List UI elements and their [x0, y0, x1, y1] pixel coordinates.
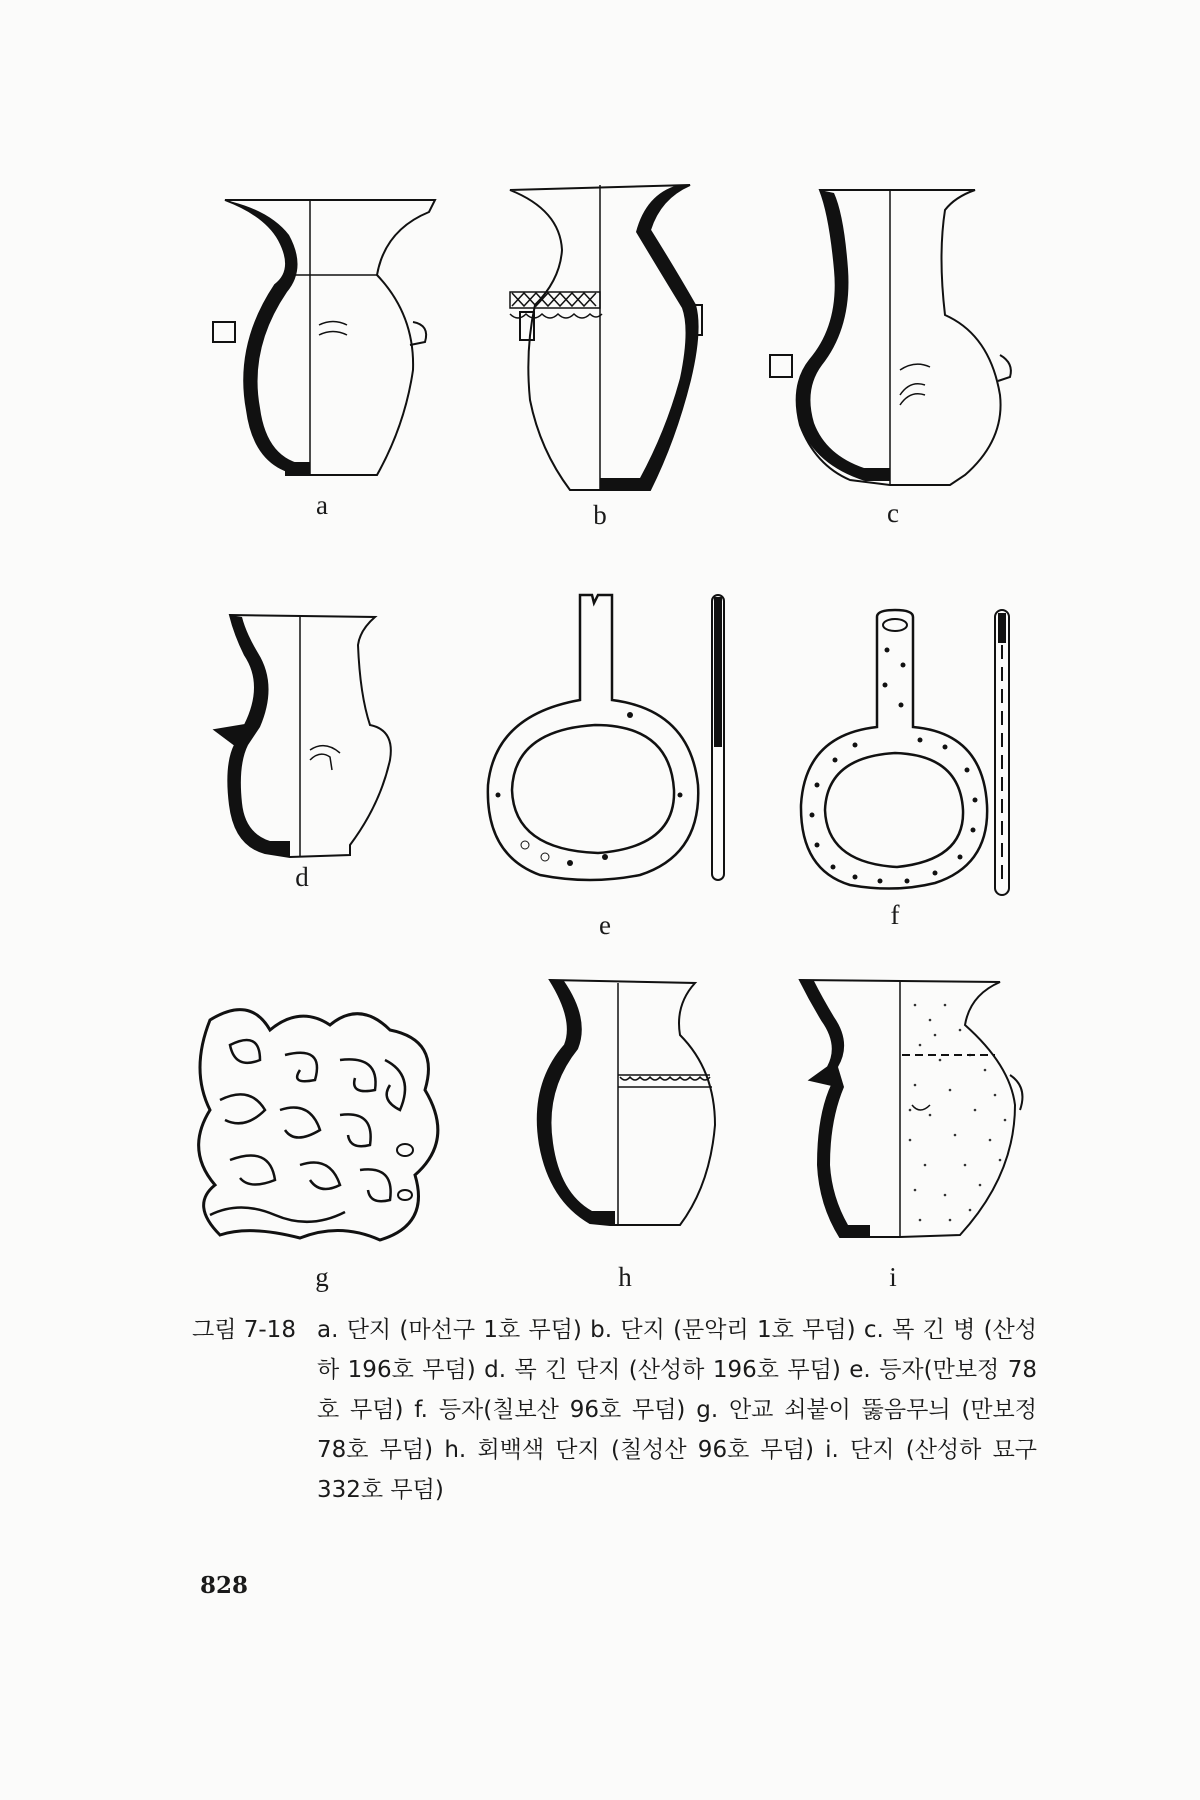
figure-label-h: h [618, 1262, 632, 1292]
jar-drawing [770, 975, 1030, 1245]
figure-a-jar [215, 190, 455, 490]
figure-label-f: f [890, 900, 900, 930]
figure-b-jar [490, 180, 720, 500]
figure-f-stirrup [795, 605, 1025, 905]
figure-number: 그림 7-18 [192, 1317, 296, 1343]
figure-c-bottle [760, 185, 1020, 495]
figure-caption-text: a. 단지 (마선구 1호 무덤) b. 단지 (문악리 1호 무덤) c. 목 긴 병 (산성하 196호 무덤) d. 목 긴 단지 (산성하 196호 무덤) e. 등자(만보정 78호 무덤) f. 등자(칠보산 96호 무덤) g. 안교 쇠붙이 뚫음무늬 (만보정 78호 무덤) h. 회백색 단지 (칠성산 96호 무덤) i. 단지 (산성하 묘구 332호 무덤) [317, 1317, 1037, 1503]
figure-label-i: i [889, 1262, 897, 1292]
figure-label-e: e [599, 910, 611, 940]
jar-drawing [520, 975, 730, 1245]
jar-drawing [215, 190, 455, 490]
openwork-drawing [190, 1000, 460, 1250]
figure-label-d: d [295, 862, 309, 892]
bottle-drawing [760, 185, 1020, 495]
figure-label-g: g [315, 1262, 329, 1292]
figure-caption [192, 1310, 1037, 1510]
stirrup-drawing [480, 585, 730, 895]
jar-drawing [200, 605, 410, 875]
figure-g-openwork-ornament [190, 1000, 460, 1250]
figure-i-jar [770, 975, 1030, 1245]
figure-e-stirrup [480, 585, 730, 895]
figure-label-a: a [316, 490, 328, 520]
jar-drawing [490, 180, 720, 500]
figure-label-c: c [887, 498, 899, 528]
figure-d-jar [200, 605, 410, 875]
page-number: 828 [200, 1572, 249, 1599]
figure-label-b: b [593, 500, 607, 530]
stirrup-drawing [795, 605, 1025, 905]
figure-h-jar [520, 975, 730, 1245]
